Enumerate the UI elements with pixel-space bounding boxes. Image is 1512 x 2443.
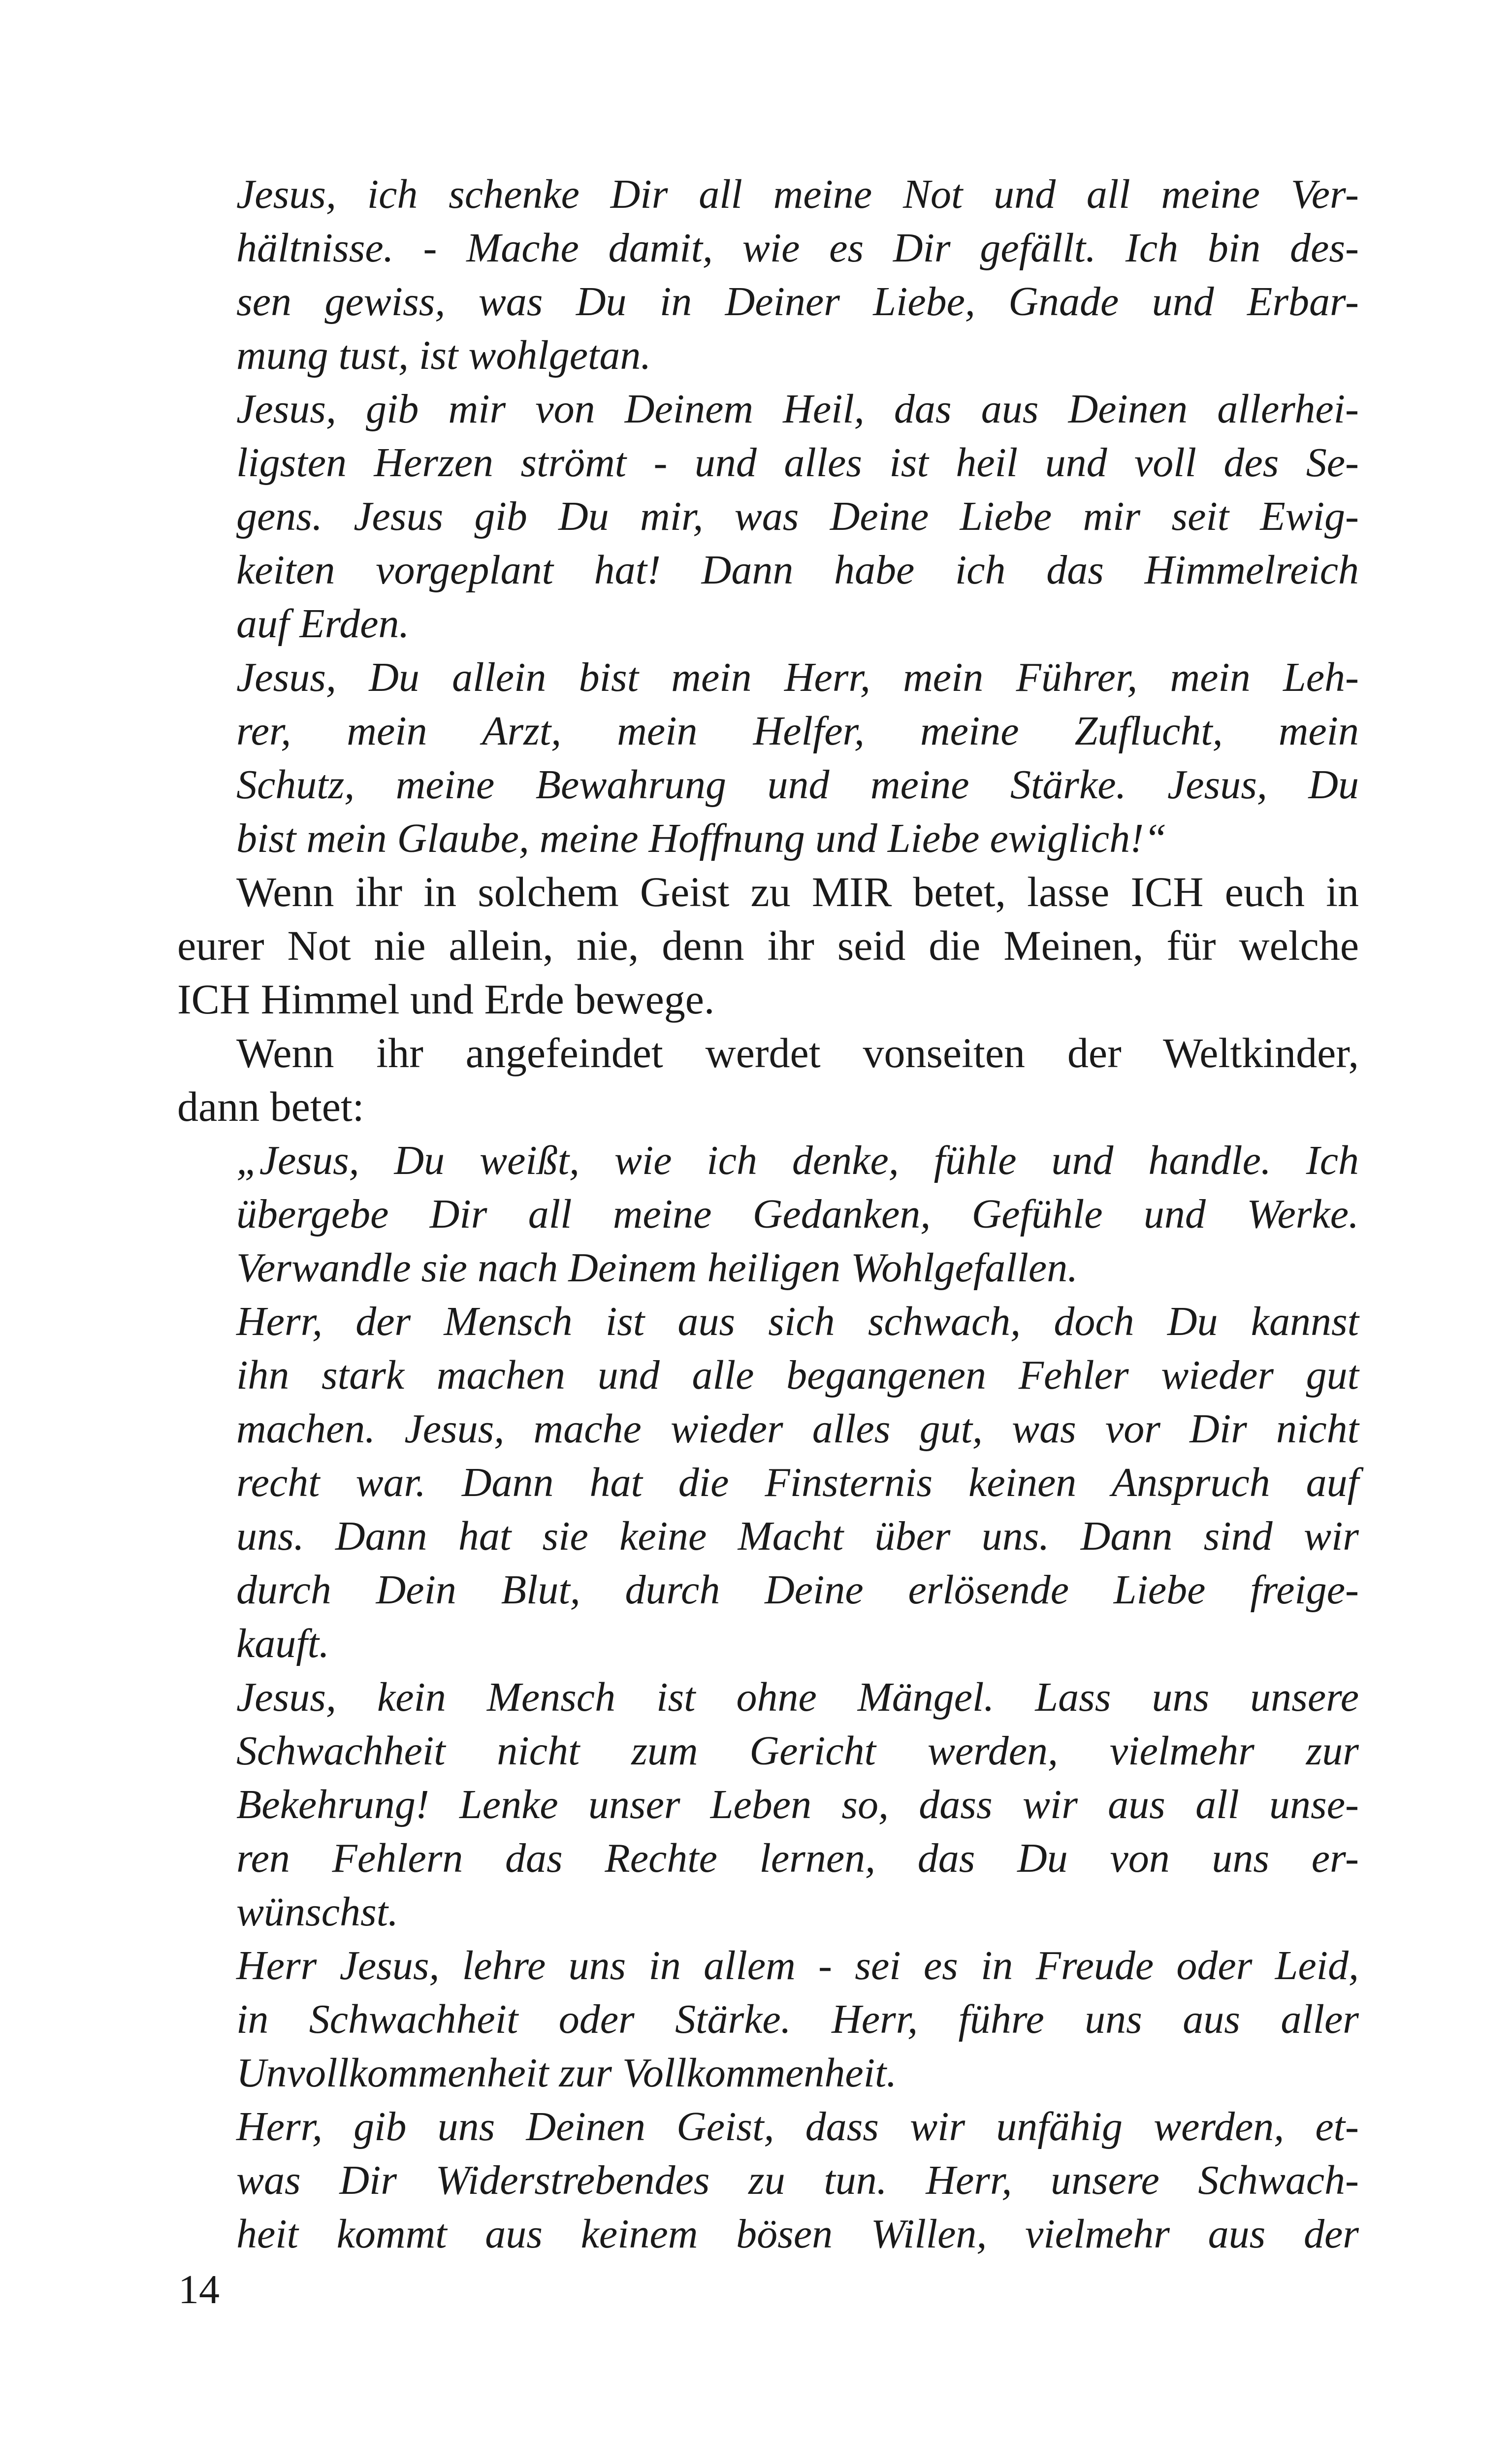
body-text: [177, 167, 1359, 2261]
text-line: sen gewiss, was Du in Deiner Liebe, Gnade und Erbar-: [236, 279, 1359, 325]
text-line: Unvollkommenheit zur Vollkommenheit.: [236, 2050, 897, 2096]
text-line: Verwandle sie nach Deinem heiligen Wohlgefallen.: [236, 1245, 1078, 1291]
text-line: Wenn ihr angefeindet werdet vonseiten der Weltkinder,: [236, 1029, 1359, 1076]
page-number: 14: [178, 2267, 220, 2313]
text-line: rer, mein Arzt, mein Helfer, meine Zuflucht, mein: [236, 708, 1359, 754]
text-line: mung tust, ist wohlgetan.: [236, 332, 651, 378]
text-line: bist mein Glaube, meine Hoffnung und Liebe ewiglich!“: [236, 815, 1167, 861]
text-line: eurer Not nie allein, nie, denn ihr seid die Meinen, für welche: [177, 922, 1359, 969]
text-line: was Dir Widerstrebendes zu tun. Herr, unsere Schwach-: [236, 2157, 1359, 2203]
text-line: recht war. Dann hat die Finsternis keinen Anspruch auf: [236, 1460, 1359, 1505]
text-line: Jesus, ich schenke Dir all meine Not und all meine Ver-: [236, 171, 1359, 217]
text-line: Bekehrung! Lenke unser Leben so, dass wir aus all unse-: [236, 1782, 1359, 1827]
text-line: auf Erden.: [236, 601, 410, 647]
text-line: in Schwachheit oder Stärke. Herr, führe uns aus aller: [236, 1996, 1359, 2042]
text-line: Herr Jesus, lehre uns in allem - sei es in Freude oder Leid,: [236, 1943, 1359, 1988]
text-line: kauft.: [236, 1621, 329, 1666]
text-line: wünschst.: [236, 1889, 399, 1935]
text-line: machen. Jesus, mache wieder alles gut, was vor Dir nicht: [236, 1406, 1359, 1452]
text-line: keiten vorgeplant hat! Dann habe ich das Himmelreich: [236, 547, 1359, 593]
text-line: uns. Dann hat sie keine Macht über uns. Dann sind wir: [236, 1513, 1359, 1559]
text-line: ihn stark machen und alle begangenen Fehler wieder gut: [236, 1352, 1359, 1398]
text-line: ICH Himmel und Erde bewege.: [177, 976, 715, 1023]
text-line: Jesus, Du allein bist mein Herr, mein Führer, mein Leh-: [236, 654, 1359, 700]
text-line: Herr, gib uns Deinen Geist, dass wir unfähig werden, et-: [236, 2104, 1359, 2150]
text-line: dann betet:: [177, 1083, 364, 1130]
text-line: ligsten Herzen strömt - und alles ist heil und voll des Se-: [236, 440, 1359, 486]
text-line: Herr, der Mensch ist aus sich schwach, doch Du kannst: [236, 1299, 1359, 1344]
text-line: heit kommt aus keinem bösen Willen, vielmehr aus der: [236, 2211, 1359, 2257]
text-line: durch Dein Blut, durch Deine erlösende Liebe freige-: [236, 1567, 1359, 1613]
text-line: Wenn ihr in solchem Geist zu MIR betet, lasse ICH euch in: [236, 868, 1359, 915]
text-line: „Jesus, Du weißt, wie ich denke, fühle und handle. Ich: [236, 1138, 1359, 1183]
text-line: gens. Jesus gib Du mir, was Deine Liebe mir seit Ewig-: [236, 493, 1359, 539]
text-line: Schwachheit nicht zum Gericht werden, vielmehr zur: [236, 1728, 1359, 1774]
text-line: hältnisse. - Mache damit, wie es Dir gefällt. Ich bin des-: [236, 225, 1359, 271]
text-line: Jesus, kein Mensch ist ohne Mängel. Lass uns unsere: [236, 1674, 1359, 1720]
text-line: Jesus, gib mir von Deinem Heil, das aus Deinen allerhei-: [236, 386, 1359, 432]
text-line: ren Fehlern das Rechte lernen, das Du von uns er-: [236, 1835, 1359, 1881]
text-line: übergebe Dir all meine Gedanken, Gefühle und Werke.: [236, 1191, 1359, 1237]
text-line: Schutz, meine Bewahrung und meine Stärke. Jesus, Du: [236, 762, 1359, 808]
